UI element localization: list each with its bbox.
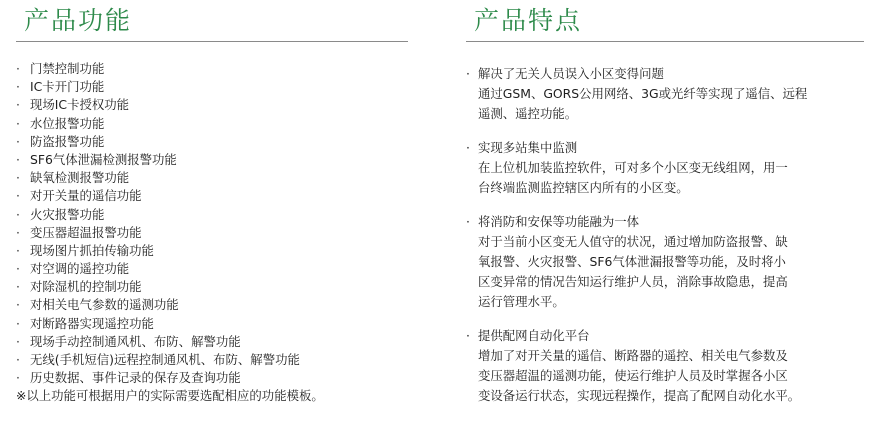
bullet-icon: · <box>466 140 470 155</box>
bullet-icon: · <box>16 333 20 349</box>
function-list-item <box>16 369 408 387</box>
function-list-item <box>16 151 408 169</box>
feature-title <box>466 138 864 158</box>
feature-description-line: 变设备运行状态，实现远程操作，提高了配网自动化水平。 <box>478 388 801 403</box>
feature-description-line: 区变异常的情况告知运行维护人员，消除事故隐患，提高 <box>478 274 788 289</box>
function-list <box>16 60 408 387</box>
feature-description-line: 遥测、遥控功能。 <box>478 106 578 121</box>
bullet-icon: · <box>16 352 20 367</box>
function-list-item <box>16 133 408 151</box>
feature-title-text: 将消防和安保等功能融为一体 <box>478 214 640 229</box>
product-features-heading: 产品特点 <box>474 6 583 35</box>
function-label: 防盗报警功能 <box>30 133 105 149</box>
bullet-icon: · <box>16 242 20 258</box>
function-label: 无线(手机短信)远程控制通风机、布防、解警功能 <box>30 352 300 367</box>
bullet-icon: · <box>16 79 20 95</box>
bullet-icon: · <box>16 115 20 131</box>
feature-description-line: 在上位机加装监控软件，可对多个小区变无线组网，用一 <box>478 160 788 175</box>
bullet-icon: · <box>16 206 20 222</box>
function-label: 现场手动控制通风机、布防、解警功能 <box>30 333 241 349</box>
feature-block <box>466 326 864 406</box>
function-label: IC卡开门功能 <box>30 79 105 95</box>
function-list-item <box>16 78 408 96</box>
function-list-item <box>16 187 408 205</box>
function-list-item <box>16 60 408 78</box>
function-label: 现场IC卡授权功能 <box>30 97 130 113</box>
feature-list <box>466 64 864 406</box>
function-list-item <box>16 115 408 133</box>
bullet-icon: · <box>466 328 470 343</box>
bullet-icon: · <box>16 97 20 113</box>
function-label: 水位报警功能 <box>30 115 105 131</box>
function-list-item <box>16 351 408 369</box>
function-label: 对相关电气参数的遥测功能 <box>30 297 179 313</box>
feature-title <box>466 212 864 232</box>
bullet-icon: · <box>466 66 470 81</box>
feature-description-line: 氧报警、火灾报警、SF6气体泄漏报警等功能，及时将小 <box>478 254 786 269</box>
function-label: 变压器超温报警功能 <box>30 224 142 240</box>
function-label: 历史数据、事件记录的保存及查询功能 <box>30 370 241 386</box>
function-label: 火灾报警功能 <box>30 206 105 222</box>
bullet-icon: · <box>16 188 20 204</box>
function-list-item <box>16 333 408 351</box>
feature-block <box>466 212 864 312</box>
function-list-item <box>16 242 408 260</box>
function-label: SF6气体泄漏检测报警功能 <box>30 151 177 167</box>
product-functions-section <box>16 0 408 406</box>
feature-description-line: 运行管理水平。 <box>478 294 565 309</box>
function-list-item <box>16 278 408 296</box>
feature-description-line: 台终端监测监控辖区内所有的小区变。 <box>478 180 689 195</box>
bullet-icon: · <box>16 261 20 277</box>
function-label: 对除湿机的控制功能 <box>30 279 142 295</box>
function-label: 对空调的遥控功能 <box>30 261 130 277</box>
bullet-icon: · <box>16 61 20 76</box>
bullet-icon: · <box>16 297 20 313</box>
function-list-item <box>16 296 408 314</box>
function-label: 门禁控制功能 <box>30 61 105 76</box>
feature-block <box>466 64 864 124</box>
function-label: 对断路器实现遥控功能 <box>30 315 154 331</box>
function-list-item <box>16 260 408 278</box>
function-label: 对开关量的遥信功能 <box>30 188 142 204</box>
bullet-icon: · <box>16 370 20 386</box>
feature-title-text: 解决了无关人员误入小区变得问题 <box>478 66 664 81</box>
feature-title <box>466 326 864 346</box>
feature-title-text: 实现多站集中监测 <box>478 140 578 155</box>
function-list-item <box>16 224 408 242</box>
function-label: 现场图片抓拍传输功能 <box>30 242 154 258</box>
footnote: ※以上功能可根据用户的实际需要选配相应的功能模板。 <box>16 388 324 404</box>
bullet-icon: · <box>16 315 20 331</box>
bullet-icon: · <box>16 170 20 186</box>
left-divider <box>16 41 408 42</box>
function-list-item <box>16 315 408 333</box>
feature-description-line: 增加了对开关量的遥信、断路器的遥控、相关电气参数及 <box>478 348 788 363</box>
function-list-item <box>16 206 408 224</box>
right-divider <box>466 41 864 42</box>
feature-block <box>466 138 864 198</box>
bullet-icon: · <box>16 279 20 295</box>
feature-description-line: 通过GSM、GORS公用网络、3G或光纤等实现了遥信、远程 <box>478 86 808 101</box>
bullet-icon: · <box>16 224 20 240</box>
product-features-section <box>466 0 864 406</box>
bullet-icon: · <box>466 214 470 229</box>
feature-title-text: 提供配网自动化平台 <box>478 328 590 343</box>
feature-title <box>466 64 864 84</box>
feature-description-line: 对于当前小区变无人值守的状况，通过增加防盗报警、缺 <box>478 234 788 249</box>
bullet-icon: · <box>16 151 20 167</box>
product-functions-heading: 产品功能 <box>24 6 133 35</box>
bullet-icon: · <box>16 133 20 149</box>
function-list-item <box>16 169 408 187</box>
feature-description-line: 变压器超温的遥测功能，使运行维护人员及时掌握各小区 <box>478 368 788 383</box>
function-list-item <box>16 96 408 114</box>
function-label: 缺氧检测报警功能 <box>30 170 130 186</box>
